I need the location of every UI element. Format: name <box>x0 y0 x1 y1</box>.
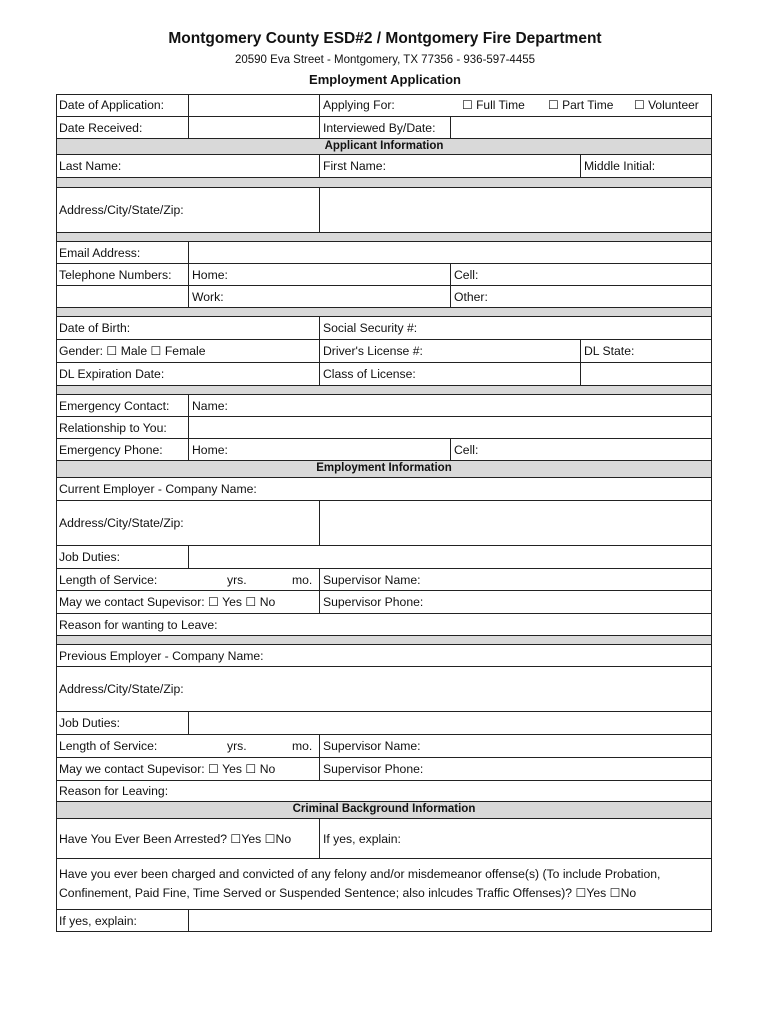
prev-supervisor-name-label: Supervisor Name: <box>323 739 421 753</box>
separator <box>56 307 712 316</box>
employer-address-field[interactable] <box>319 501 712 545</box>
row-job-duties <box>56 545 712 568</box>
row-gender <box>56 339 712 362</box>
emergency-name-label: Name: <box>192 398 228 413</box>
row-relationship <box>56 416 712 438</box>
row-telephone-home <box>56 263 712 285</box>
row-address <box>56 187 712 232</box>
supervisor-name-label: Supervisor Name: <box>323 572 421 587</box>
other-phone-label: Other: <box>454 289 488 304</box>
applying-for-cell <box>319 94 712 116</box>
prev-supervisor-phone-field[interactable] <box>319 758 712 780</box>
previous-address-label: Address/City/State/Zip: <box>59 682 184 696</box>
home-phone-label: Home: <box>192 267 228 282</box>
emergency-cell-field[interactable] <box>450 439 712 460</box>
criminal-background-header: Criminal Background Information <box>56 801 712 818</box>
emergency-contact-label: Emergency Contact: <box>59 398 170 413</box>
gender-checkboxes[interactable] <box>56 340 319 362</box>
middle-initial-label: Middle Initial: <box>584 159 656 173</box>
arrested-explain-label: If yes, explain: <box>323 831 401 846</box>
cell-phone-field[interactable] <box>450 264 712 285</box>
prev-yrs-label: yrs. <box>227 739 247 753</box>
form-subtitle: Employment Application <box>309 72 461 87</box>
current-employer-label: Current Employer - Company Name: <box>59 482 257 496</box>
department-address: 20590 Eva Street - Montgomery, TX 77356 - 936-597-4455 <box>234 54 536 66</box>
row-dl-expiration <box>56 362 712 385</box>
row-prev-may-contact <box>56 757 712 780</box>
date-of-birth-field[interactable] <box>56 317 319 339</box>
row-may-contact <box>56 590 712 613</box>
class-of-license-label: Class of License: <box>323 367 416 381</box>
form-title: Montgomery County ESD#2 / Montgomery Fire Department <box>168 30 602 47</box>
address-label: Address/City/State/Zip: <box>59 203 184 217</box>
dl-expiration-label: DL Expiration Date: <box>59 367 165 381</box>
emergency-home-label: Home: <box>192 442 228 457</box>
telephone-blank <box>56 286 188 307</box>
home-phone-field[interactable] <box>188 264 450 285</box>
row-emergency-contact <box>56 394 712 416</box>
relationship-label: Relationship to You: <box>59 420 167 435</box>
row-email <box>56 241 712 263</box>
first-name-field[interactable] <box>319 155 580 177</box>
class-of-license-extra[interactable] <box>580 363 712 385</box>
dl-expiration-field[interactable] <box>56 363 319 385</box>
address-field[interactable] <box>319 188 712 232</box>
emergency-name-field[interactable] <box>188 395 712 416</box>
dl-state-field[interactable] <box>580 340 712 362</box>
previous-employer-field[interactable] <box>56 645 712 666</box>
row-reason-leaving <box>56 780 712 801</box>
arrested-checkboxes[interactable] <box>56 819 319 858</box>
row-name <box>56 154 712 177</box>
email-field[interactable] <box>188 242 712 263</box>
supervisor-name-field[interactable] <box>319 569 712 590</box>
yrs-label: yrs. <box>227 573 247 587</box>
prev-may-contact-checkboxes[interactable] <box>56 758 319 780</box>
previous-address-field[interactable] <box>56 667 712 711</box>
employment-information-header: Employment Information <box>56 460 712 477</box>
last-name-label: Last Name: <box>59 159 122 173</box>
reason-wanting-label: Reason for wanting to Leave: <box>59 617 218 632</box>
may-contact-checkboxes[interactable] <box>56 591 319 613</box>
row-previous-address <box>56 666 712 711</box>
class-of-license-field[interactable] <box>319 363 580 385</box>
prev-length-of-service-label: Length of Service: <box>59 739 158 753</box>
applying-for-label: Applying For: <box>323 98 395 112</box>
date-of-application-field[interactable] <box>188 94 319 116</box>
date-of-application-label: Date of Application: <box>59 98 165 112</box>
interviewed-by-field[interactable] <box>450 117 712 138</box>
full-time-checkbox[interactable]: ☐ Full Time <box>462 98 525 112</box>
emergency-cell-label: Cell: <box>454 442 479 457</box>
prev-may-contact-label: May we contact Supevisor: ☐ Yes ☐ No <box>59 762 276 776</box>
separator <box>56 232 712 241</box>
job-duties-label: Job Duties: <box>59 550 120 564</box>
length-of-service-field[interactable] <box>56 569 319 590</box>
telephone-numbers-label: Telephone Numbers: <box>59 267 172 282</box>
supervisor-phone-field[interactable] <box>319 591 712 613</box>
work-phone-field[interactable] <box>188 286 450 307</box>
convicted-explain-field[interactable] <box>188 910 712 932</box>
first-name-label: First Name: <box>323 159 386 173</box>
row-date-received <box>56 116 712 138</box>
cell-phone-label: Cell: <box>454 267 479 282</box>
emergency-home-field[interactable] <box>188 439 450 460</box>
row-convicted <box>56 858 712 909</box>
reason-wanting-field[interactable] <box>56 614 712 635</box>
reason-leaving-label: Reason for Leaving: <box>59 784 169 798</box>
prev-supervisor-phone-label: Supervisor Phone: <box>323 762 424 776</box>
work-phone-label: Work: <box>192 289 224 304</box>
row-date-of-application <box>56 94 712 116</box>
row-length-of-service <box>56 568 712 590</box>
convicted-question[interactable] <box>56 859 712 909</box>
applicant-information-header: Applicant Information <box>56 138 712 154</box>
job-duties-field[interactable] <box>188 546 712 568</box>
row-reason-wanting <box>56 613 712 635</box>
separator <box>56 177 712 187</box>
drivers-license-label: Driver's License #: <box>323 344 423 358</box>
prev-mo-label: mo. <box>292 739 313 753</box>
may-contact-label: May we contact Supevisor: ☐ Yes ☐ No <box>59 595 276 609</box>
row-emergency-phone <box>56 438 712 460</box>
prev-job-duties-field[interactable] <box>188 712 712 734</box>
date-received-label: Date Received: <box>59 120 143 135</box>
convicted-label: Have you ever been charged and convicted of any felony and/or misdemeanor offense(s) (To include Probation, Confinement, Paid Fine, Time Served or Suspended Sentence; also inlcudes Traffic Offenses)? ☐Yes ☐No <box>59 867 661 900</box>
employer-address-label: Address/City/State/Zip: <box>59 516 184 530</box>
convicted-explain-label: If yes, explain: <box>59 914 137 928</box>
part-time-checkbox[interactable]: ☐ Part Time <box>548 98 614 112</box>
row-convicted-explain <box>56 909 712 932</box>
date-of-birth-label: Date of Birth: <box>59 321 131 335</box>
row-arrested <box>56 818 712 858</box>
separator <box>56 385 712 394</box>
other-phone-field[interactable] <box>450 286 712 307</box>
mo-label: mo. <box>292 573 313 587</box>
row-telephone-work <box>56 285 712 307</box>
row-prev-job-duties <box>56 711 712 734</box>
prev-job-duties-label: Job Duties: <box>59 716 120 730</box>
interviewed-by-label: Interviewed By/Date: <box>319 117 450 138</box>
email-label: Email Address: <box>59 245 141 260</box>
volunteer-checkbox[interactable]: ☐ Volunteer <box>634 98 699 112</box>
arrested-label: Have You Ever Been Arrested? ☐Yes ☐No <box>59 831 292 846</box>
ssn-field[interactable] <box>319 317 712 339</box>
gender-label: Gender: ☐ Male ☐ Female <box>59 344 206 358</box>
relationship-field[interactable] <box>188 417 712 438</box>
previous-employer-label: Previous Employer - Company Name: <box>59 648 264 663</box>
row-previous-employer <box>56 644 712 666</box>
drivers-license-field[interactable] <box>319 340 580 362</box>
length-of-service-label: Length of Service: <box>59 572 158 587</box>
reason-leaving-field[interactable] <box>56 781 712 801</box>
supervisor-phone-label: Supervisor Phone: <box>323 595 424 609</box>
prev-length-of-service-field[interactable] <box>56 735 319 757</box>
separator <box>56 635 712 644</box>
arrested-explain-field[interactable] <box>319 819 712 858</box>
row-employer-address <box>56 500 712 545</box>
dl-state-label: DL State: <box>584 344 635 358</box>
current-employer-field[interactable] <box>56 478 712 500</box>
row-current-employer <box>56 477 712 500</box>
middle-initial-field[interactable] <box>580 155 712 177</box>
prev-supervisor-name-field[interactable] <box>319 735 712 757</box>
row-prev-length-of-service <box>56 734 712 757</box>
ssn-label: Social Security #: <box>323 321 418 335</box>
emergency-phone-label: Emergency Phone: <box>59 442 163 457</box>
row-dob <box>56 316 712 339</box>
last-name-field[interactable] <box>56 155 319 177</box>
application-form <box>56 94 712 932</box>
date-received-field[interactable] <box>188 117 319 138</box>
